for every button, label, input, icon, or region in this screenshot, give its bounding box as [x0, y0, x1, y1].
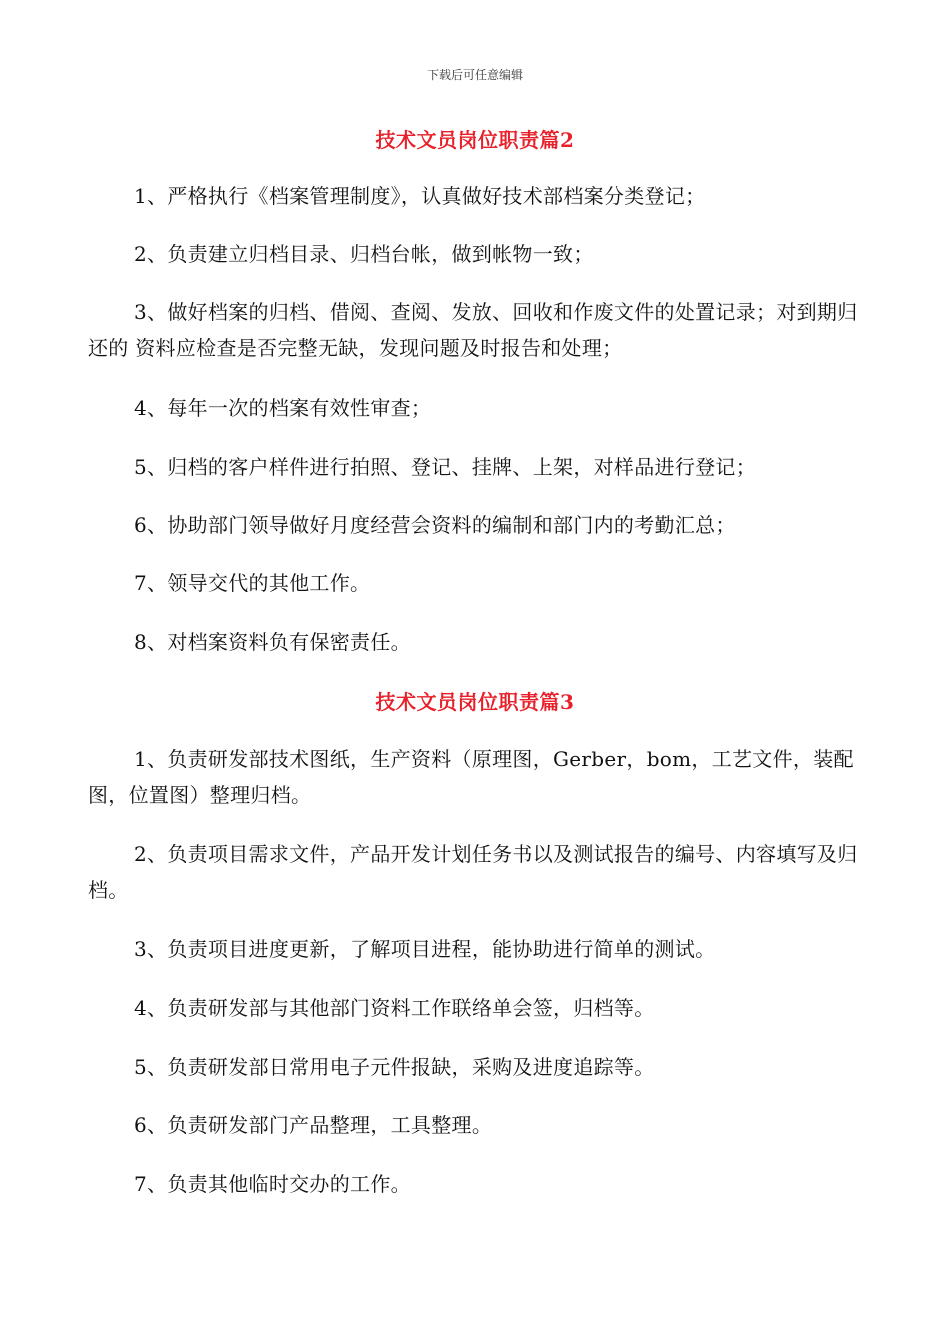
section-3-item-7: 7、负责其他临时交办的工作。 — [134, 1172, 411, 1196]
page-header-note: 下载后可任意编辑 — [426, 68, 523, 82]
section-3-title: 技术文员岗位职责篇3 — [375, 690, 575, 714]
section-2-item-1: 1、严格执行《档案管理制度》，认真做好技术部档案分类登记； — [134, 184, 706, 208]
section-2-item-2: 2、负责建立归档目录、归档台帐，做到帐物一致； — [134, 242, 594, 266]
section-2-item-3: 3、做好档案的归档、借阅、查阅、发放、回收和作废文件的处置记录；对到期归还的 资料应检查是否完整无缺，发现问题及时报告和处理； — [88, 300, 858, 360]
section-3-item-4: 4、负责研发部与其他部门资料工作联络单会签，归档等。 — [134, 996, 655, 1020]
section-2-item-5: 5、归档的客户样件进行拍照、登记、挂牌、上架，对样品进行登记； — [134, 455, 757, 479]
section-2-item-7: 7、领导交代的其他工作。 — [134, 571, 371, 595]
section-3-item-2: 2、负责项目需求文件，产品开发计划任务书以及测试报告的编号、内容填写及归档。 — [88, 842, 858, 902]
section-3-item-3: 3、负责项目进度更新，了解项目进程，能协助进行简单的测试。 — [134, 937, 716, 961]
section-3-item-5: 5、负责研发部日常用电子元件报缺，采购及进度追踪等。 — [134, 1055, 655, 1079]
section-2-item-8: 8、对档案资料负有保密责任。 — [134, 630, 411, 654]
section-3-item-6: 6、负责研发部门产品整理，工具整理。 — [134, 1113, 493, 1137]
section-2-title: 技术文员岗位职责篇2 — [375, 128, 575, 152]
section-2-item-6: 6、协助部门领导做好月度经营会资料的编制和部门内的考勤汇总； — [134, 513, 736, 537]
section-3-item-1: 1、负责研发部技术图纸，生产资料（原理图，Gerber，bom，工艺文件，装配图，位置图）整理归档。 — [88, 747, 854, 807]
section-2-item-4: 4、每年一次的档案有效性审查； — [134, 396, 432, 420]
